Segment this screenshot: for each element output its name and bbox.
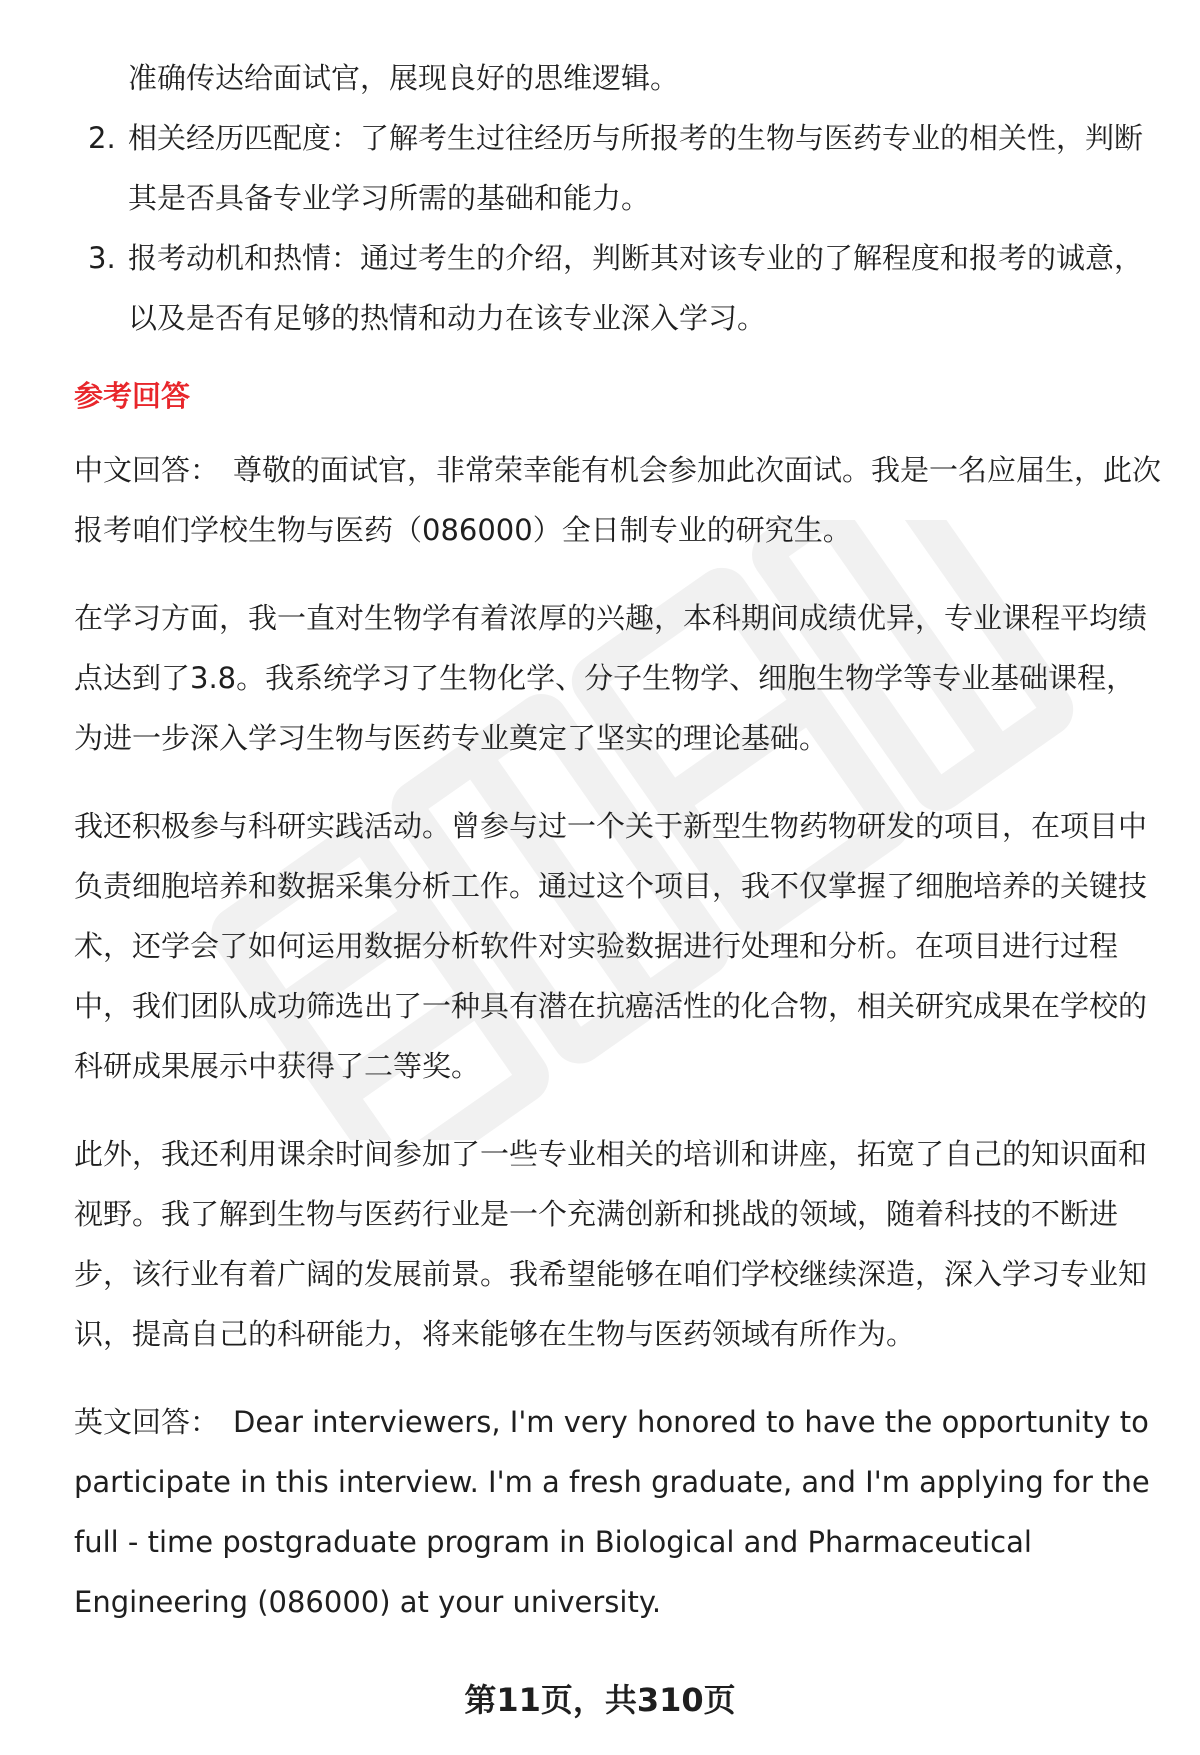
criterion-continuation: 准确传达给面试官，展现良好的思维逻辑。 [128,61,680,95]
chinese-answer-label: 中文回答： [74,453,220,487]
criteria-list [74,108,1164,348]
page-indicator: 第11页，共310页 [464,1681,736,1719]
paragraph-study: 在学习方面，我一直对生物学有着浓厚的兴趣，本科期间成绩优异，专业课程平均绩点达到了3.8。我系统学习了生物化学、分子生物学、细胞生物学等专业基础课程，为进一步深入学习生物与医药专业奠定了坚实的理论基础。 [74,601,1148,755]
list-item [74,108,1164,228]
paragraph-research: 我还积极参与科研实践活动。曾参与过一个关于新型生物药物研发的项目，在项目中负责细胞培养和数据采集分析工作。通过这个项目，我不仅掌握了细胞培养的关键技术，还学会了如何运用数据分析软件对实验数据进行处理和分析。在项目进行过程中，我们团队成功筛选出了一种具有潜在抗癌活性的化合物，相关研究成果在学校的科研成果展示中获得了二等奖。 [74,809,1148,1083]
list-item-text: 报考动机和热情：通过考生的介绍，判断其对该专业的了解程度和报考的诚意，以及是否有足够的热情和动力在该专业深入学习。 [128,241,1144,335]
paragraph-training: 此外，我还利用课余时间参加了一些专业相关的培训和讲座，拓宽了自己的知识面和视野。我了解到生物与医药行业是一个充满创新和挑战的领域，随着科技的不断进步，该行业有着广阔的发展前景。我希望能够在咱们学校继续深造，深入学习专业知识，提高自己的科研能力，将来能够在生物与医药领域有所作为。 [74,1137,1148,1351]
english-answer-text: Dear interviewers, I'm very honored to have the opportunity to participate in this interview. I'm a fresh graduate, and I'm applying for the full - time postgraduate program in Biological and Pharmaceutical Engineering (086000) at your university. [74,1405,1150,1619]
chinese-answer-intro [74,440,1164,560]
chinese-answer-text: 尊敬的面试官，非常荣幸能有机会参加此次面试。我是一名应届生，此次报考咱们学校生物与医药（086000）全日制专业的研究生。 [74,453,1162,547]
list-item [74,228,1164,348]
list-item-text: 相关经历匹配度：了解考生过往经历与所报考的生物与医药专业的相关性，判断其是否具备专业学习所需的基础和能力。 [128,121,1144,215]
list-item-number: 2. [88,121,116,155]
document-body [74,48,1164,1660]
english-answer-intro [74,1392,1164,1632]
list-item-number: 3. [88,241,116,275]
section-heading-reference-answer: 参考回答 [74,379,191,413]
english-answer-label: 英文回答： [74,1405,220,1439]
